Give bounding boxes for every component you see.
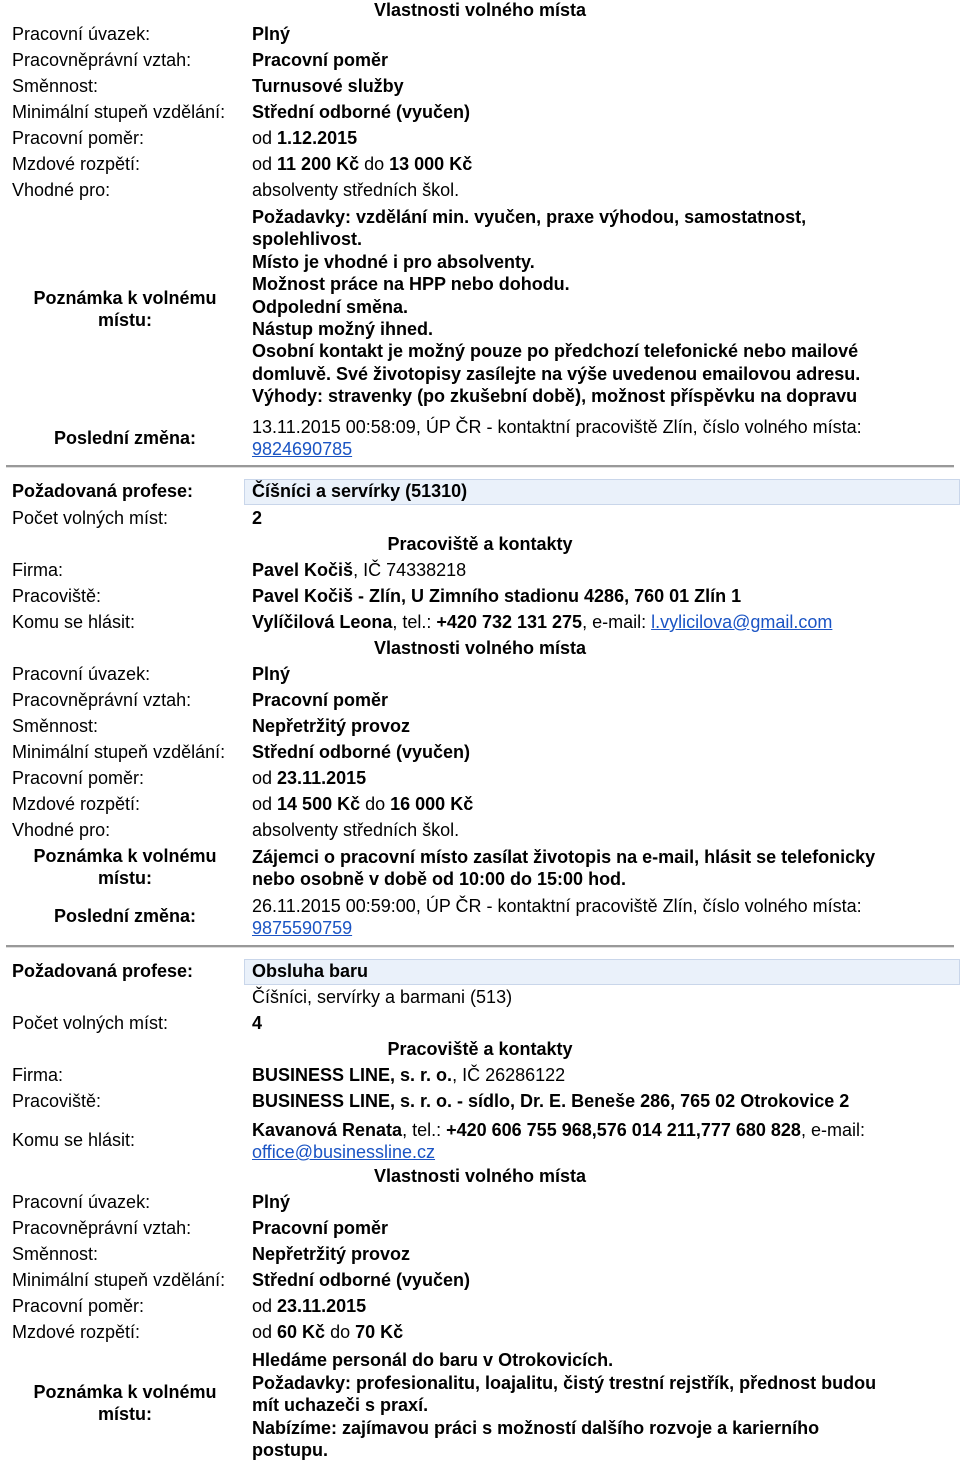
- value-uvazek: Plný: [252, 24, 291, 44]
- value-vhodne: absolventy středních škol.: [252, 180, 460, 200]
- section-header-kontakty: Pracoviště a kontakty: [387, 534, 573, 554]
- row-pocet: [12, 1013, 950, 1035]
- mzda-do: do: [359, 154, 390, 174]
- label-pocet: Počet volných míst:: [12, 508, 169, 528]
- label-zmena: Poslední změna:: [53, 428, 197, 448]
- mzda-od: od: [252, 154, 278, 174]
- value-pomer-prefix: od: [252, 128, 278, 148]
- poznamka-line: spolehlivost.: [252, 229, 363, 250]
- mzda-min: 60 Kč: [277, 1322, 326, 1342]
- mzda-max: 13 000 Kč: [389, 154, 473, 174]
- divider: [6, 465, 954, 468]
- row-vzdelani: [12, 1270, 950, 1292]
- label-profese: Požadovaná profese:: [12, 961, 194, 981]
- row-uvazek: [12, 1192, 950, 1214]
- poznamka-line: Výhody: stravenky (po zkušební době), možnost příspěvku na dopravu: [252, 386, 858, 407]
- value-firma: BUSINESS LINE, s. r. o.: [252, 1065, 453, 1085]
- contact-email-link[interactable]: l.vylicilova@gmail.com: [651, 612, 833, 632]
- value-pomer: 1.12.2015: [277, 128, 358, 148]
- poznamka-line: postupu.: [252, 1440, 328, 1461]
- contact-phone: +420 732 131 275: [436, 612, 583, 632]
- row-mzda: [12, 1322, 950, 1344]
- tel-label: , tel.:: [392, 612, 437, 632]
- label-mzda: Mzdové rozpětí:: [12, 1322, 141, 1342]
- row-vztah: [12, 1218, 950, 1240]
- row-profese: [12, 961, 950, 983]
- row-mzda: [12, 794, 950, 816]
- row-profese-sub: [12, 987, 950, 1009]
- label-vhodne: Vhodné pro:: [12, 820, 111, 840]
- row-uvazek: [12, 24, 950, 46]
- email-label: , e-mail:: [800, 1120, 865, 1140]
- vacancy-number-link[interactable]: 9824690785: [252, 439, 353, 460]
- row-smennost: [12, 1244, 950, 1266]
- contact-name: Vylíčilová Leona: [252, 612, 393, 632]
- value-profese-sub: Číšníci, servírky a barmani (513): [252, 987, 513, 1007]
- row-vztah: [12, 690, 950, 712]
- mzda-max: 16 000 Kč: [390, 794, 474, 814]
- mzda-min: 14 500 Kč: [277, 794, 361, 814]
- value-zmena: [252, 416, 942, 461]
- contact-phone: +420 606 755 968,576 014 211,777 680 828: [446, 1120, 801, 1140]
- value-vzdelani: Střední odborné (vyučen): [252, 1270, 471, 1290]
- tel-label: , tel.:: [402, 1120, 447, 1140]
- label-komu: Komu se hlásit:: [12, 1130, 136, 1151]
- value-smennost: Nepřetržitý provoz: [252, 716, 411, 736]
- row-firma: [12, 1065, 950, 1087]
- row-pomer: [12, 128, 950, 150]
- value-firma-ic: , IČ 74338218: [353, 560, 467, 580]
- label-uvazek: Pracovní úvazek:: [12, 1192, 151, 1212]
- poznamka-line: Možnost práce na HPP nebo dohodu.: [252, 274, 570, 295]
- mzda-do: do: [360, 794, 391, 814]
- row-firma: [12, 560, 950, 582]
- value-pomer-prefix: od: [252, 768, 278, 788]
- section-header-vlastnosti: Vlastnosti volného místa: [373, 1166, 587, 1186]
- label-vztah: Pracovněprávní vztah:: [12, 50, 192, 70]
- value-pracoviste: BUSINESS LINE, s. r. o. - sídlo, Dr. E. Beneše 286, 765 02 Otrokovice 2: [252, 1091, 850, 1111]
- label-smennost: Směnnost:: [12, 1244, 99, 1264]
- label-uvazek: Pracovní úvazek:: [12, 24, 151, 44]
- contact-email-link[interactable]: office@businessline.cz: [252, 1142, 436, 1162]
- poznamka-line: Místo je vhodné i pro absolventy.: [252, 251, 535, 272]
- poznamka-line: Nástup možný ihned.: [252, 319, 434, 340]
- row-pracoviste: [12, 586, 950, 608]
- value-uvazek: Plný: [252, 1192, 291, 1212]
- row-vzdelani: [12, 102, 950, 124]
- label-vzdelani: Minimální stupeň vzdělání:: [12, 742, 226, 762]
- row-uvazek: [12, 664, 950, 686]
- label-poznamka: Poznámka k volnému místu:: [33, 1382, 217, 1424]
- label-vzdelani: Minimální stupeň vzdělání:: [12, 1270, 226, 1290]
- row-pracoviste: [12, 1091, 950, 1113]
- value-vzdelani: Střední odborné (vyučen): [252, 102, 471, 122]
- value-vztah: Pracovní poměr: [252, 690, 389, 710]
- value-pocet: 4: [252, 1013, 263, 1033]
- value-poznamka: [252, 1349, 942, 1462]
- value-poznamka: [252, 846, 942, 891]
- value-vzdelani: Střední odborné (vyučen): [252, 742, 471, 762]
- value-zmena: [252, 895, 942, 940]
- zmena-text: 13.11.2015 00:58:09, ÚP ČR - kontaktní pracoviště Zlín, číslo volného místa:: [252, 417, 862, 437]
- poznamka-line: Hledáme personál do baru v Otrokovicích.: [252, 1350, 614, 1370]
- value-vhodne: absolventy středních škol.: [252, 820, 460, 840]
- row-smennost: [12, 76, 950, 98]
- label-uvazek: Pracovní úvazek:: [12, 664, 151, 684]
- label-poznamka: Poznámka k volnému místu:: [33, 288, 217, 330]
- label-smennost: Směnnost:: [12, 716, 99, 736]
- zmena-text: 26.11.2015 00:59:00, ÚP ČR - kontaktní pracoviště Zlín, číslo volného místa:: [252, 896, 862, 916]
- section-header-vlastnosti: Vlastnosti volného místa: [373, 638, 587, 658]
- value-pracoviste: Pavel Kočiš - Zlín, U Zimního stadionu 4286, 760 01 Zlín 1: [252, 586, 742, 606]
- mzda-od: od: [252, 794, 278, 814]
- email-label: , e-mail:: [582, 612, 652, 632]
- mzda-min: 11 200 Kč: [277, 154, 360, 174]
- label-mzda: Mzdové rozpětí:: [12, 154, 141, 174]
- row-pocet: [12, 508, 950, 530]
- mzda-do: do: [325, 1322, 356, 1342]
- value-pomer: 23.11.2015: [277, 1296, 367, 1316]
- value-firma: Pavel Kočiš: [252, 560, 354, 580]
- mzda-max: 70 Kč: [355, 1322, 404, 1342]
- label-pracoviste: Pracoviště:: [12, 1091, 102, 1111]
- poznamka-line: Osobní kontakt je možný pouze po předchozí telefonické nebo mailové: [252, 341, 859, 362]
- poznamka-line: Odpolední směna.: [252, 296, 409, 317]
- value-firma-ic: , IČ 26286122: [452, 1065, 566, 1085]
- row-vhodne: [12, 820, 950, 842]
- row-profese: [12, 481, 950, 503]
- value-smennost: Nepřetržitý provoz: [252, 1244, 411, 1264]
- row-mzda: [12, 154, 950, 176]
- value-poznamka: [252, 206, 942, 408]
- poznamka-line: Zájemci o pracovní místo zasílat životopis na e-mail, hlásit se telefonicky: [252, 847, 876, 867]
- vacancy-number-link[interactable]: 9875590759: [252, 918, 353, 939]
- label-pomer: Pracovní poměr:: [12, 1296, 145, 1316]
- mzda-od: od: [252, 1322, 278, 1342]
- label-firma: Firma:: [12, 1065, 63, 1085]
- row-komu: [12, 1117, 950, 1165]
- label-firma: Firma:: [12, 560, 63, 580]
- poznamka-line: nebo osobně v době od 10:00 do 15:00 hod.: [252, 869, 627, 890]
- poznamka-line: Požadavky: vzdělání min. vyučen, praxe výhodou, samostatnost,: [252, 207, 807, 227]
- label-vztah: Pracovněprávní vztah:: [12, 690, 192, 710]
- label-zmena: Poslední změna:: [53, 906, 197, 926]
- value-profese: Číšníci a servírky (51310): [252, 481, 468, 501]
- label-pomer: Pracovní poměr:: [12, 768, 145, 788]
- poznamka-line: mít uchazeči s praxí.: [252, 1395, 429, 1416]
- label-pocet: Počet volných míst:: [12, 1013, 169, 1033]
- value-smennost: Turnusové služby: [252, 76, 404, 96]
- row-pomer: [12, 768, 950, 790]
- label-profese: Požadovaná profese:: [12, 481, 194, 501]
- row-smennost: [12, 716, 950, 738]
- label-pracoviste: Pracoviště:: [12, 586, 102, 606]
- divider: [6, 945, 954, 948]
- row-pomer: [12, 1296, 950, 1318]
- value-pomer: 23.11.2015: [277, 768, 367, 788]
- value-uvazek: Plný: [252, 664, 291, 684]
- poznamka-line: domluvě. Své životopisy zasílejte na výše uvedenou emailovou adresu.: [252, 363, 861, 384]
- row-vhodne: [12, 180, 950, 202]
- contact-name: Kavanová Renata: [252, 1120, 403, 1140]
- label-mzda: Mzdové rozpětí:: [12, 794, 141, 814]
- value-pomer-prefix: od: [252, 1296, 278, 1316]
- section-header-vlastnosti: Vlastnosti volného místa: [373, 0, 587, 20]
- section-header-kontakty: Pracoviště a kontakty: [387, 1039, 573, 1059]
- row-komu: [12, 612, 950, 634]
- label-poznamka: Poznámka k volnému místu:: [33, 846, 217, 888]
- label-pomer: Pracovní poměr:: [12, 128, 145, 148]
- label-komu: Komu se hlásit:: [12, 612, 136, 632]
- row-vzdelani: [12, 742, 950, 764]
- value-vztah: Pracovní poměr: [252, 50, 389, 70]
- value-pocet: 2: [252, 508, 263, 528]
- poznamka-line: Požadavky: profesionalitu, loajalitu, čistý trestní rejstřík, přednost budou: [252, 1372, 877, 1393]
- label-vzdelani: Minimální stupeň vzdělání:: [12, 102, 226, 122]
- label-smennost: Směnnost:: [12, 76, 99, 96]
- value-profese: Obsluha baru: [252, 961, 369, 981]
- label-vztah: Pracovněprávní vztah:: [12, 1218, 192, 1238]
- poznamka-line: Nabízíme: zajímavou práci s možností dalšího rozvoje a karierního: [252, 1417, 820, 1438]
- label-vhodne: Vhodné pro:: [12, 180, 111, 200]
- value-vztah: Pracovní poměr: [252, 1218, 389, 1238]
- row-vztah: [12, 50, 950, 72]
